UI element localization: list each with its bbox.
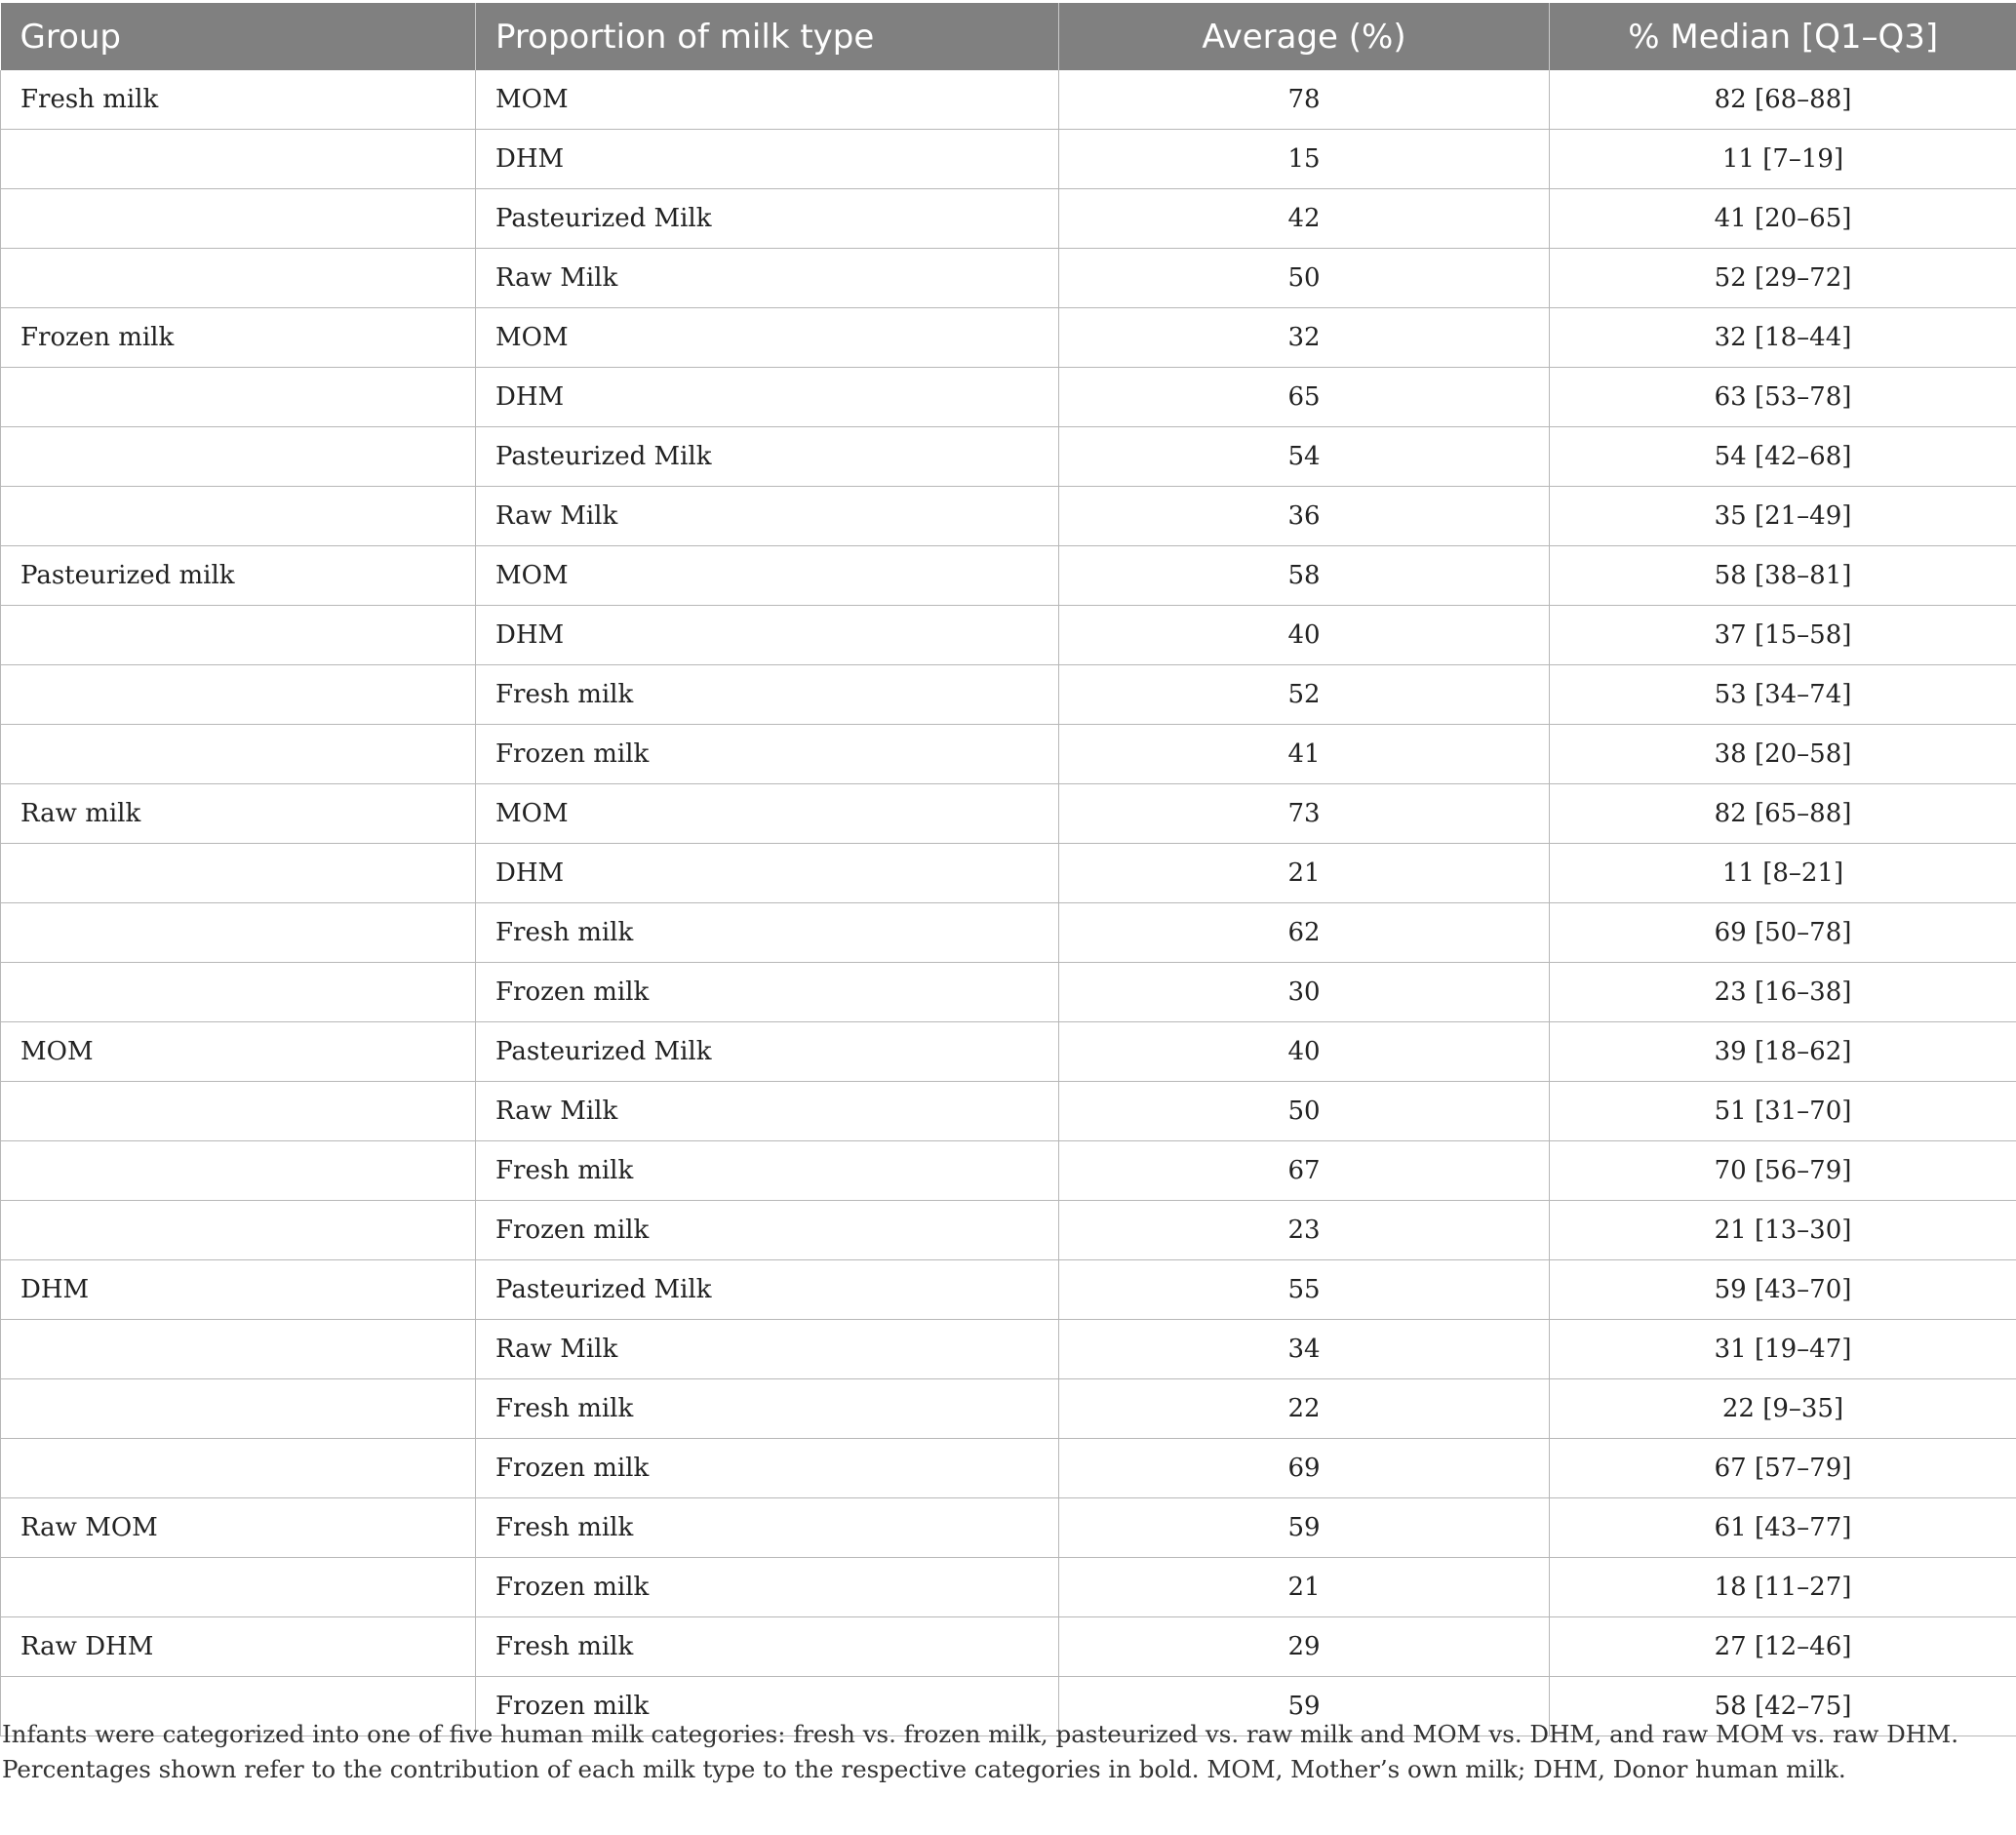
table-row [1, 1320, 2016, 1379]
cell-median: 58 [38–81] [1550, 546, 2016, 606]
cell-group [1, 130, 476, 189]
cell-average: 40 [1059, 606, 1550, 665]
cell-median: 52 [29–72] [1550, 249, 2016, 308]
table-row [1, 1260, 2016, 1320]
cell-milk-type: Frozen milk [476, 725, 1059, 784]
header-row [1, 3, 2016, 70]
table-row [1, 1439, 2016, 1498]
cell-average: 15 [1059, 130, 1550, 189]
cell-group [1, 665, 476, 725]
table-row [1, 1558, 2016, 1617]
cell-group: DHM [1, 1260, 476, 1320]
cell-average: 59 [1059, 1677, 1550, 1736]
cell-group [1, 903, 476, 963]
table-row [1, 249, 2016, 308]
cell-milk-type: DHM [476, 130, 1059, 189]
cell-average: 55 [1059, 1260, 1550, 1320]
table-row [1, 189, 2016, 249]
cell-average: 65 [1059, 368, 1550, 427]
cell-median: 51 [31–70] [1550, 1082, 2016, 1141]
cell-milk-type: Pasteurized Milk [476, 1260, 1059, 1320]
cell-average: 21 [1059, 1558, 1550, 1617]
cell-median: 82 [68–88] [1550, 70, 2016, 130]
cell-average: 22 [1059, 1379, 1550, 1439]
table-row [1, 1082, 2016, 1141]
cell-average: 50 [1059, 1082, 1550, 1141]
cell-milk-type: Fresh milk [476, 665, 1059, 725]
cell-median: 61 [43–77] [1550, 1498, 2016, 1558]
cell-median: 82 [65–88] [1550, 784, 2016, 844]
table-row [1, 1498, 2016, 1558]
cell-group [1, 487, 476, 546]
cell-milk-type: Raw Milk [476, 1082, 1059, 1141]
cell-average: 21 [1059, 844, 1550, 903]
table-row [1, 427, 2016, 487]
cell-group: Raw MOM [1, 1498, 476, 1558]
table-row [1, 784, 2016, 844]
cell-milk-type: DHM [476, 606, 1059, 665]
cell-median: 37 [15–58] [1550, 606, 2016, 665]
cell-average: 36 [1059, 487, 1550, 546]
cell-milk-type: Fresh milk [476, 1617, 1059, 1677]
cell-median: 32 [18–44] [1550, 308, 2016, 368]
cell-median: 53 [34–74] [1550, 665, 2016, 725]
cell-average: 40 [1059, 1022, 1550, 1082]
cell-average: 50 [1059, 249, 1550, 308]
table-row [1, 308, 2016, 368]
header-group: Group [1, 3, 476, 70]
cell-milk-type: Fresh milk [476, 1498, 1059, 1558]
cell-group [1, 427, 476, 487]
table-row [1, 903, 2016, 963]
cell-group: MOM [1, 1022, 476, 1082]
header-median: % Median [Q1–Q3] [1550, 3, 2016, 70]
table-row [1, 1617, 2016, 1677]
cell-milk-type: Frozen milk [476, 963, 1059, 1022]
cell-average: 69 [1059, 1439, 1550, 1498]
table-row [1, 963, 2016, 1022]
cell-group [1, 189, 476, 249]
table-row [1, 1141, 2016, 1201]
cell-milk-type: MOM [476, 308, 1059, 368]
cell-average: 58 [1059, 546, 1550, 606]
cell-milk-type: MOM [476, 784, 1059, 844]
cell-average: 30 [1059, 963, 1550, 1022]
cell-group [1, 1201, 476, 1260]
cell-median: 59 [43–70] [1550, 1260, 2016, 1320]
cell-group [1, 963, 476, 1022]
cell-average: 62 [1059, 903, 1550, 963]
cell-median: 67 [57–79] [1550, 1439, 2016, 1498]
cell-milk-type: Frozen milk [476, 1439, 1059, 1498]
cell-median: 69 [50–78] [1550, 903, 2016, 963]
cell-median: 38 [20–58] [1550, 725, 2016, 784]
cell-milk-type: Fresh milk [476, 903, 1059, 963]
table-row [1, 368, 2016, 427]
cell-group [1, 368, 476, 427]
cell-group: Fresh milk [1, 70, 476, 130]
cell-group: Frozen milk [1, 308, 476, 368]
cell-average: 67 [1059, 1141, 1550, 1201]
table-body [1, 70, 2016, 1736]
cell-group [1, 1320, 476, 1379]
cell-milk-type: Frozen milk [476, 1201, 1059, 1260]
cell-group [1, 1379, 476, 1439]
cell-median: 70 [56–79] [1550, 1141, 2016, 1201]
table-row [1, 546, 2016, 606]
table-row [1, 70, 2016, 130]
table-row [1, 130, 2016, 189]
cell-milk-type: Fresh milk [476, 1141, 1059, 1201]
cell-median: 39 [18–62] [1550, 1022, 2016, 1082]
cell-median: 35 [21–49] [1550, 487, 2016, 546]
cell-group [1, 844, 476, 903]
cell-group [1, 1439, 476, 1498]
cell-median: 63 [53–78] [1550, 368, 2016, 427]
header-proportion: Proportion of milk type [476, 3, 1059, 70]
cell-average: 73 [1059, 784, 1550, 844]
cell-milk-type: MOM [476, 70, 1059, 130]
cell-median: 18 [11–27] [1550, 1558, 2016, 1617]
cell-group [1, 1141, 476, 1201]
cell-milk-type: Pasteurized Milk [476, 1022, 1059, 1082]
cell-group [1, 1082, 476, 1141]
cell-average: 34 [1059, 1320, 1550, 1379]
cell-milk-type: Frozen milk [476, 1558, 1059, 1617]
cell-group: Raw milk [1, 784, 476, 844]
cell-milk-type: Pasteurized Milk [476, 189, 1059, 249]
milk-proportion-table [0, 3, 2016, 1736]
cell-median: 11 [7–19] [1550, 130, 2016, 189]
cell-median: 22 [9–35] [1550, 1379, 2016, 1439]
header-average: Average (%) [1059, 3, 1550, 70]
cell-median: 11 [8–21] [1550, 844, 2016, 903]
cell-average: 59 [1059, 1498, 1550, 1558]
cell-median: 58 [42–75] [1550, 1677, 2016, 1736]
table-row [1, 606, 2016, 665]
cell-milk-type: Raw Milk [476, 487, 1059, 546]
cell-average: 29 [1059, 1617, 1550, 1677]
cell-milk-type: Pasteurized Milk [476, 427, 1059, 487]
cell-milk-type: Raw Milk [476, 249, 1059, 308]
cell-average: 32 [1059, 308, 1550, 368]
table-row [1, 1201, 2016, 1260]
cell-average: 41 [1059, 725, 1550, 784]
cell-milk-type: DHM [476, 844, 1059, 903]
cell-group [1, 249, 476, 308]
cell-median: 27 [12–46] [1550, 1617, 2016, 1677]
table-row [1, 487, 2016, 546]
cell-milk-type: Fresh milk [476, 1379, 1059, 1439]
cell-average: 23 [1059, 1201, 1550, 1260]
cell-average: 42 [1059, 189, 1550, 249]
cell-average: 54 [1059, 427, 1550, 487]
table-row [1, 665, 2016, 725]
cell-group [1, 606, 476, 665]
cell-milk-type: Frozen milk [476, 1677, 1059, 1736]
cell-group [1, 725, 476, 784]
cell-median: 31 [19–47] [1550, 1320, 2016, 1379]
table-row [1, 844, 2016, 903]
cell-average: 52 [1059, 665, 1550, 725]
cell-median: 21 [13–30] [1550, 1201, 2016, 1260]
cell-median: 23 [16–38] [1550, 963, 2016, 1022]
cell-median: 54 [42–68] [1550, 427, 2016, 487]
cell-milk-type: DHM [476, 368, 1059, 427]
cell-group [1, 1558, 476, 1617]
cell-group: Pasteurized milk [1, 546, 476, 606]
cell-median: 41 [20–65] [1550, 189, 2016, 249]
cell-group: Raw DHM [1, 1617, 476, 1677]
table-row [1, 725, 2016, 784]
cell-average: 78 [1059, 70, 1550, 130]
table-row [1, 1022, 2016, 1082]
table-header [1, 3, 2016, 70]
table-footnote: Infants were categorized into one of five human milk categories: fresh vs. frozen milk, pasteurized vs. raw milk and MOM vs. DHM, and raw MOM vs. raw DHM. Percentages shown refer to the contribution of each milk type to the respective categories in bold. MOM, Mother’s own milk; DHM, Donor human milk. [2, 1720, 1959, 1783]
cell-milk-type: Raw Milk [476, 1320, 1059, 1379]
table-row [1, 1379, 2016, 1439]
cell-milk-type: MOM [476, 546, 1059, 606]
